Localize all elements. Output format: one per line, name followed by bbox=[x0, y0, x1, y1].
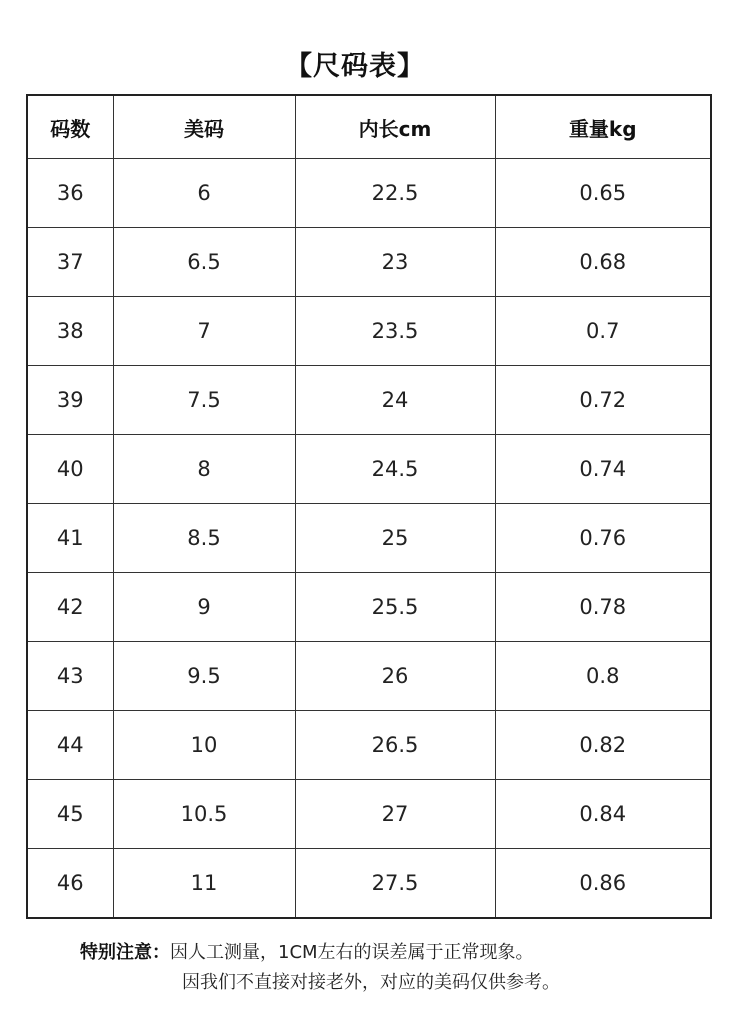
cell-eu-size: 42 bbox=[27, 573, 113, 642]
cell-weight: 0.84 bbox=[495, 780, 711, 849]
table-row bbox=[27, 435, 711, 504]
cell-us-size: 10 bbox=[113, 711, 295, 780]
cell-us-size: 7 bbox=[113, 297, 295, 366]
table-row bbox=[27, 711, 711, 780]
cell-us-size: 8 bbox=[113, 435, 295, 504]
header-eu-size: 码数 bbox=[27, 95, 113, 159]
header-weight: 重量kg bbox=[495, 95, 711, 159]
cell-eu-size: 36 bbox=[27, 159, 113, 228]
note-text-2: 因我们不直接对接老外，对应的美码仅供参考。 bbox=[182, 972, 560, 993]
cell-weight: 0.7 bbox=[495, 297, 711, 366]
cell-weight: 0.8 bbox=[495, 642, 711, 711]
note-label: 特别注意： bbox=[80, 942, 170, 963]
cell-eu-size: 40 bbox=[27, 435, 113, 504]
cell-inner-length: 25.5 bbox=[295, 573, 495, 642]
cell-inner-length: 27.5 bbox=[295, 849, 495, 919]
table-row bbox=[27, 573, 711, 642]
cell-inner-length: 25 bbox=[295, 504, 495, 573]
header-us-size: 美码 bbox=[113, 95, 295, 159]
header-inner-length: 内长cm bbox=[295, 95, 495, 159]
cell-us-size: 10.5 bbox=[113, 780, 295, 849]
size-chart-table bbox=[26, 94, 712, 919]
cell-weight: 0.74 bbox=[495, 435, 711, 504]
table-row bbox=[27, 366, 711, 435]
cell-weight: 0.82 bbox=[495, 711, 711, 780]
page-title: 【尺码表】 bbox=[285, 51, 425, 82]
cell-eu-size: 46 bbox=[27, 849, 113, 919]
table-row bbox=[27, 504, 711, 573]
cell-us-size: 6 bbox=[113, 159, 295, 228]
cell-eu-size: 37 bbox=[27, 228, 113, 297]
cell-inner-length: 26 bbox=[295, 642, 495, 711]
table-row bbox=[27, 297, 711, 366]
cell-inner-length: 27 bbox=[295, 780, 495, 849]
cell-eu-size: 44 bbox=[27, 711, 113, 780]
cell-weight: 0.65 bbox=[495, 159, 711, 228]
cell-inner-length: 22.5 bbox=[295, 159, 495, 228]
cell-us-size: 9 bbox=[113, 573, 295, 642]
cell-weight: 0.86 bbox=[495, 849, 711, 919]
cell-us-size: 7.5 bbox=[113, 366, 295, 435]
cell-us-size: 11 bbox=[113, 849, 295, 919]
cell-inner-length: 26.5 bbox=[295, 711, 495, 780]
cell-eu-size: 39 bbox=[27, 366, 113, 435]
note-line-2 bbox=[182, 968, 750, 994]
cell-eu-size: 43 bbox=[27, 642, 113, 711]
cell-eu-size: 41 bbox=[27, 504, 113, 573]
cell-inner-length: 23.5 bbox=[295, 297, 495, 366]
note-text-1: 因人工测量，1CM左右的误差属于正常现象。 bbox=[170, 942, 534, 963]
cell-us-size: 8.5 bbox=[113, 504, 295, 573]
cell-inner-length: 24 bbox=[295, 366, 495, 435]
cell-us-size: 6.5 bbox=[113, 228, 295, 297]
table-row bbox=[27, 780, 711, 849]
cell-inner-length: 24.5 bbox=[295, 435, 495, 504]
cell-weight: 0.76 bbox=[495, 504, 711, 573]
table-row bbox=[27, 642, 711, 711]
cell-us-size: 9.5 bbox=[113, 642, 295, 711]
cell-weight: 0.68 bbox=[495, 228, 711, 297]
table-row bbox=[27, 849, 711, 919]
cell-inner-length: 23 bbox=[295, 228, 495, 297]
cell-weight: 0.78 bbox=[495, 573, 711, 642]
note-line-1 bbox=[80, 938, 750, 964]
table-row bbox=[27, 228, 711, 297]
cell-eu-size: 45 bbox=[27, 780, 113, 849]
table-row bbox=[27, 159, 711, 228]
cell-eu-size: 38 bbox=[27, 297, 113, 366]
cell-weight: 0.72 bbox=[495, 366, 711, 435]
table-header-row bbox=[27, 95, 711, 159]
table-body bbox=[27, 159, 711, 919]
